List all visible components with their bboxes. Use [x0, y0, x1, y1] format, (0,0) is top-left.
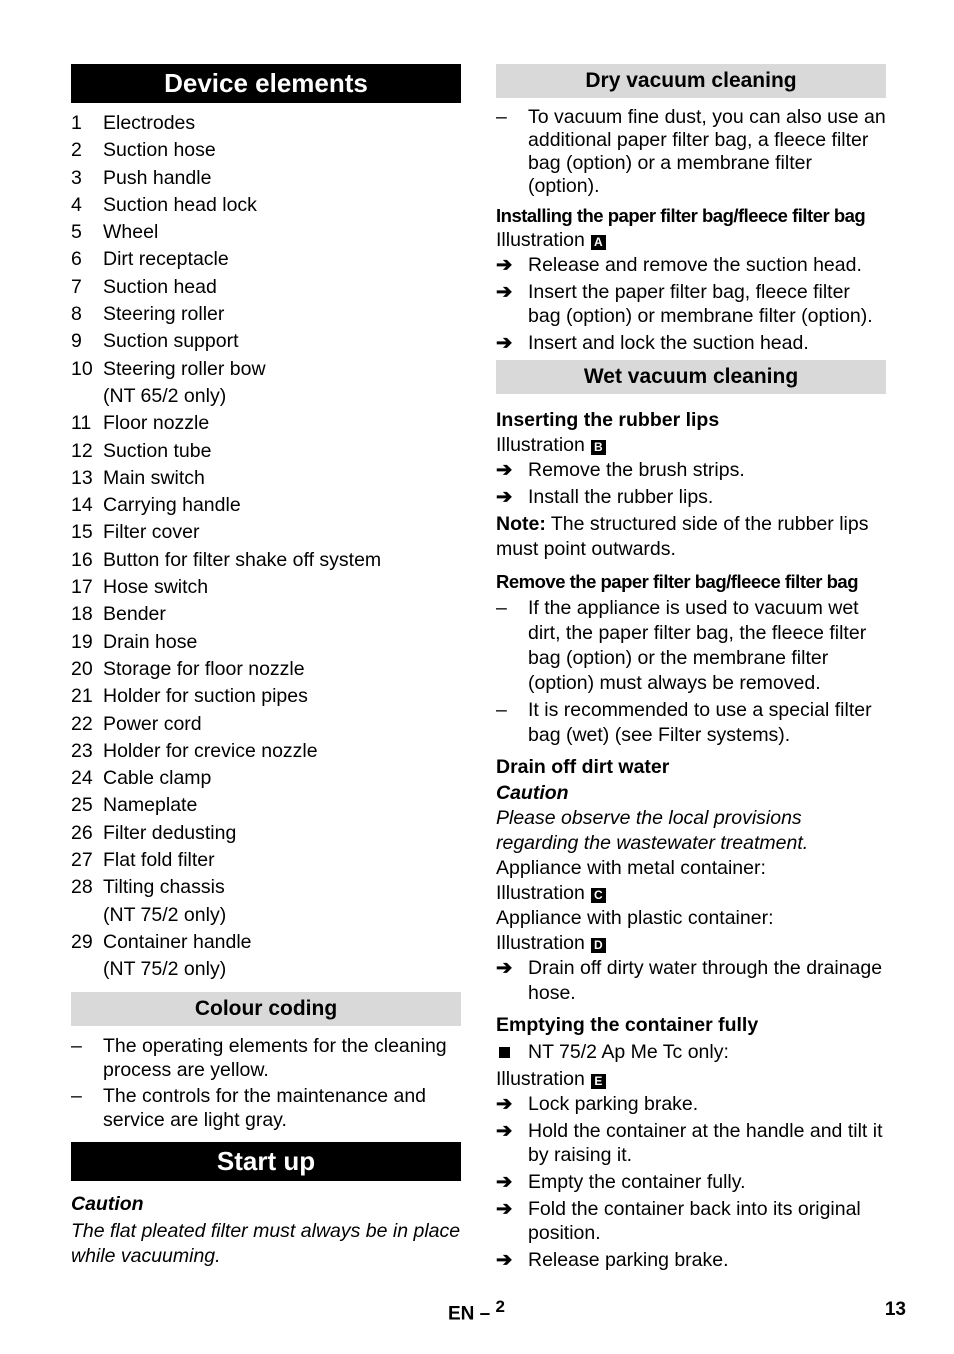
rubber-heading: Inserting the rubber lips	[496, 409, 720, 431]
item-number: 10	[71, 357, 93, 380]
item-subtext: (NT 75/2 only)	[103, 958, 227, 981]
caution-text: Please observe the local provisions regarding the wastewater treatment.	[496, 807, 809, 854]
item-text: Electrodes	[103, 112, 196, 134]
illustration-a-badge: A	[591, 235, 606, 250]
item-number: 16	[71, 548, 93, 571]
dry-vacuum-title: Dry vacuum cleaning	[496, 64, 886, 98]
dash-icon: –	[496, 597, 507, 619]
list-item: – It is recommended to use a special filter bag (wet) (see Filter systems).	[496, 699, 872, 746]
list-item: – If the appliance is used to vacuum wet dirt, the paper filter bag, the fleece filter bag (option) or the membrane filter (option) must always be removed.	[496, 597, 867, 694]
illustration-ref: Illustration D	[496, 931, 886, 956]
illustration-c-badge: C	[591, 888, 606, 903]
arrow-icon: ➔	[496, 332, 513, 354]
right-column	[496, 64, 886, 1275]
metal-container-text: Appliance with metal container:	[496, 857, 766, 879]
item-text: Button for filter shake off system	[103, 548, 382, 571]
list-item: – The controls for the maintenance and service are light gray.	[71, 1084, 427, 1131]
step-text: Release and remove the suction head.	[528, 254, 862, 276]
list-item	[71, 765, 461, 792]
square-bullet-icon	[496, 1040, 528, 1064]
item-number: 9	[71, 330, 82, 353]
list-item	[496, 280, 886, 328]
step-text: Empty the container fully.	[528, 1171, 746, 1193]
list-item: ➔ Drain off dirty water through the drainage hose.	[496, 957, 883, 1004]
item-text: Floor nozzle	[103, 412, 210, 435]
list-item	[71, 820, 461, 847]
item-number: 20	[71, 657, 93, 680]
caution-text: The flat pleated filter must always be in place while vacuuming.	[71, 1219, 461, 1267]
item-text: Suction head	[103, 275, 217, 298]
illustration-ref: Illustration C	[496, 881, 886, 906]
dash-icon: –	[496, 699, 507, 721]
step-text: Fold the container back into its original position.	[528, 1198, 861, 1244]
item-number: 11	[71, 412, 92, 435]
item-text: Container handle	[103, 930, 252, 953]
item-number: 14	[71, 494, 93, 517]
empty-heading: Emptying the container fully	[496, 1014, 759, 1036]
device-elements-list	[71, 110, 461, 984]
remove-heading: Remove the paper filter bag/fleece filter bag	[496, 571, 858, 592]
item-text: Holder for crevice nozzle	[103, 739, 318, 762]
left-column	[71, 64, 461, 1269]
illustration-e-badge: E	[591, 1074, 606, 1089]
list-item	[496, 331, 886, 355]
caution-label: Caution	[496, 782, 569, 804]
list-item	[71, 874, 461, 901]
item-text: Power cord	[103, 712, 202, 735]
arrow-icon: ➔	[496, 486, 513, 508]
illustration-d-badge: D	[591, 938, 606, 953]
illustration-ref: Illustration A	[496, 228, 886, 253]
list-item	[71, 356, 461, 383]
list-item	[71, 738, 461, 765]
item-number: 15	[71, 521, 93, 544]
arrow-icon: ➔	[496, 1198, 513, 1220]
install-steps	[496, 253, 886, 355]
item-number: 8	[71, 303, 82, 326]
start-up-title: Start up	[71, 1142, 461, 1181]
step-text: Install the rubber lips.	[528, 486, 714, 508]
wet-vacuum-title: Wet vacuum cleaning	[496, 360, 886, 394]
item-number: 18	[71, 603, 93, 626]
list-item	[496, 458, 886, 482]
list-item	[71, 601, 461, 628]
illustration-b-badge: B	[591, 440, 606, 455]
list-item	[71, 465, 461, 492]
item-subtext: (NT 75/2 only)	[103, 903, 227, 926]
illustration-ref: Illustration E	[496, 1067, 886, 1092]
item-text: Push handle	[103, 166, 212, 189]
footer-language-code: EN – $^2$	[448, 1297, 505, 1325]
list-item	[496, 485, 886, 509]
list-item	[496, 1092, 886, 1116]
item-text: Filter cover	[103, 521, 200, 544]
list-item	[71, 165, 461, 192]
illustration-ref: Illustration B	[496, 433, 886, 458]
list-item	[71, 410, 461, 437]
arrow-icon: ➔	[496, 1120, 513, 1142]
step-text: Insert the paper filter bag, fleece filter bag (option) or membrane filter (option).	[528, 281, 873, 327]
dash-icon: –	[71, 1084, 82, 1107]
dash-icon: –	[496, 106, 507, 128]
list-item	[496, 1248, 886, 1272]
step-text: Remove the brush strips.	[528, 459, 745, 481]
item-text: Dirt receptacle	[103, 248, 229, 271]
item-number: 1	[71, 112, 82, 134]
list-item	[496, 253, 886, 277]
item-number: 4	[71, 193, 82, 216]
list-item	[71, 656, 461, 683]
item-text: Suction tube	[103, 439, 212, 462]
list-item	[71, 711, 461, 738]
install-heading: Installing the paper filter bag/fleece filter bag	[496, 205, 866, 226]
item-number: 22	[71, 712, 93, 735]
item-text: Drain hose	[103, 630, 198, 653]
item-text: Nameplate	[103, 794, 198, 817]
item-number: 27	[71, 849, 93, 872]
item-text: Main switch	[103, 466, 205, 489]
item-number: 26	[71, 821, 93, 844]
list-item	[71, 301, 461, 328]
item-text: Holder for suction pipes	[103, 685, 308, 708]
colour-coding-title: Colour coding	[71, 992, 461, 1026]
arrow-icon: ➔	[496, 459, 513, 481]
list-item	[496, 1197, 886, 1245]
item-text: Hose switch	[103, 576, 209, 599]
list-item	[71, 492, 461, 519]
item-number: 12	[71, 439, 93, 462]
list-item	[71, 246, 461, 273]
list-item	[71, 137, 461, 164]
step-text: Hold the container at the handle and tilt it by raising it.	[528, 1120, 883, 1166]
arrow-icon: ➔	[496, 1093, 513, 1115]
caution-label: Caution	[71, 1192, 144, 1215]
list-item	[71, 438, 461, 465]
item-subtext: (NT 65/2 only)	[103, 384, 227, 407]
item-text: Cable clamp	[103, 767, 212, 790]
item-text: Filter dedusting	[103, 821, 237, 844]
arrow-icon: ➔	[496, 1171, 513, 1193]
list-item	[71, 328, 461, 355]
item-number: 2	[71, 139, 82, 162]
item-text: Wheel	[103, 221, 159, 244]
plastic-container-text: Appliance with plastic container:	[496, 907, 774, 929]
item-text: Steering roller	[103, 303, 225, 326]
list-item: – The operating elements for the cleaning process are yellow.	[71, 1034, 447, 1081]
list-item	[71, 574, 461, 601]
item-number: 7	[71, 275, 82, 298]
item-number: 19	[71, 630, 93, 653]
list-item	[71, 547, 461, 574]
step-text: Lock parking brake.	[528, 1093, 699, 1115]
item-number: 3	[71, 166, 82, 189]
arrow-icon: ➔	[496, 957, 513, 979]
drain-heading: Drain off dirt water	[496, 756, 670, 778]
item-number: 24	[71, 767, 93, 790]
item-text: Storage for floor nozzle	[103, 657, 305, 680]
note-label: Note:	[496, 513, 546, 535]
item-number: 13	[71, 466, 93, 489]
list-item	[71, 219, 461, 246]
item-number: 17	[71, 576, 93, 599]
item-number: 5	[71, 221, 82, 244]
dash-icon: –	[71, 1034, 82, 1057]
list-item	[496, 1119, 886, 1167]
item-text: Suction hose	[103, 139, 216, 162]
arrow-icon: ➔	[496, 254, 513, 276]
list-item	[71, 629, 461, 656]
list-item	[71, 683, 461, 710]
list-item	[71, 192, 461, 219]
item-text: Steering roller bow	[103, 357, 266, 380]
arrow-icon: ➔	[496, 281, 513, 303]
item-text: Tilting chassis	[103, 876, 225, 899]
list-item	[71, 847, 461, 874]
item-number: 29	[71, 930, 93, 953]
item-text: Suction support	[103, 330, 239, 353]
list-item: NT 75/2 Ap Me Tc only:	[496, 1040, 886, 1064]
item-text: Flat fold filter	[103, 849, 215, 872]
item-text: Bender	[103, 603, 166, 626]
item-text: Carrying handle	[103, 494, 241, 517]
arrow-icon: ➔	[496, 1249, 513, 1271]
note-paragraph: Note: The structured side of the rubber lips must point outwards.	[496, 513, 869, 560]
rubber-steps	[496, 458, 886, 509]
item-number: 25	[71, 794, 93, 817]
step-text: Release parking brake.	[528, 1249, 729, 1271]
step-text: Insert and lock the suction head.	[528, 332, 809, 354]
list-item	[496, 1170, 886, 1194]
list-item	[71, 274, 461, 301]
empty-steps	[496, 1092, 886, 1272]
item-number: 6	[71, 248, 82, 271]
page-number: 13	[884, 1299, 906, 1320]
item-number: 28	[71, 876, 93, 899]
list-item	[71, 110, 461, 137]
list-item: – To vacuum fine dust, you can also use an additional paper filter bag, a fleece filter bag (option) or a membrane filter (option).	[496, 106, 886, 197]
device-elements-title: Device elements	[71, 64, 461, 103]
list-item	[71, 519, 461, 546]
list-item	[71, 792, 461, 819]
item-text: Suction head lock	[103, 193, 257, 216]
list-item	[71, 929, 461, 956]
item-number: 21	[71, 685, 93, 708]
item-number: 23	[71, 739, 93, 762]
